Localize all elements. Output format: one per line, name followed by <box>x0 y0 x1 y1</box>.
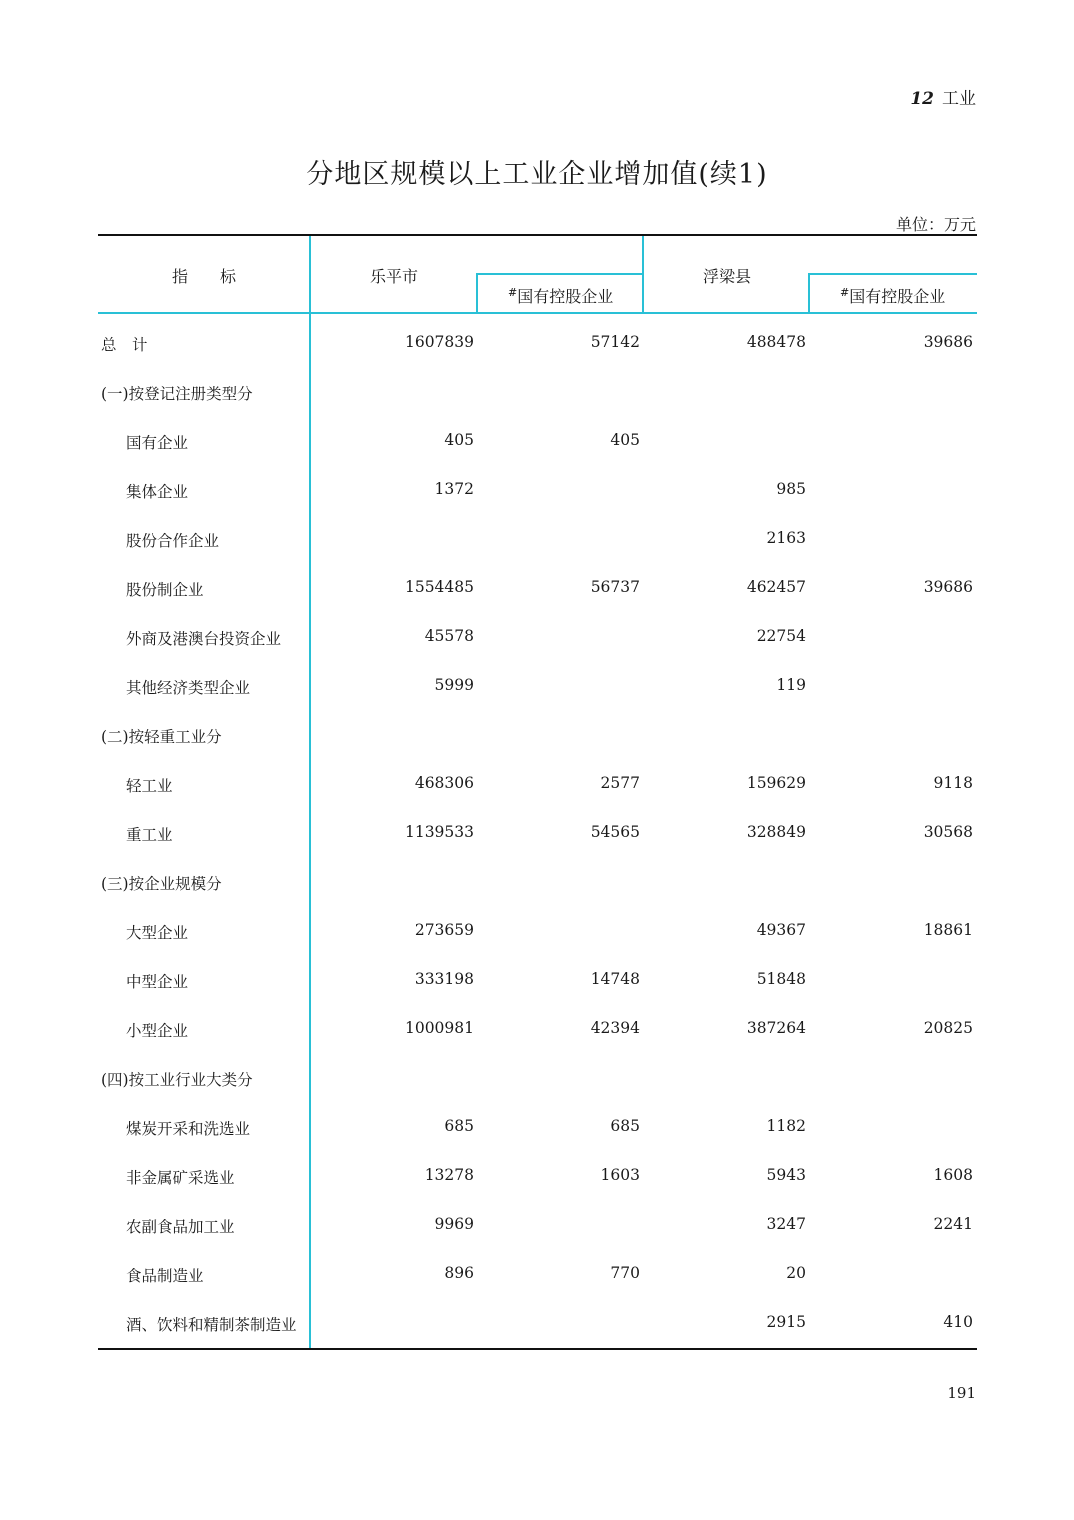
value-cell-1: 685 <box>444 1117 474 1135</box>
table-row <box>98 431 977 461</box>
value-cell-4: 39686 <box>923 578 973 596</box>
value-cell-1: 45578 <box>424 627 474 645</box>
value-cell-1: 333198 <box>414 970 474 988</box>
state-holding-mark: # <box>508 286 518 299</box>
row-label: 食品制造业 <box>126 1267 204 1285</box>
header-col2: 浮梁县 <box>703 267 752 286</box>
chapter-name: 工业 <box>942 89 976 109</box>
value-cell-2: 56737 <box>590 578 640 596</box>
value-cell-4: 30568 <box>923 823 973 841</box>
value-cell-3: 387264 <box>746 1019 806 1037</box>
row-label: 国有企业 <box>126 434 189 452</box>
value-cell-1: 1554485 <box>404 578 474 596</box>
col1-sub-left <box>476 273 478 313</box>
value-cell-2: 57142 <box>590 333 640 351</box>
row-label: 煤炭开采和洗选业 <box>126 1120 251 1138</box>
row-label: 集体企业 <box>126 483 189 501</box>
chapter-number: 12 <box>910 89 934 109</box>
table-row <box>98 1117 977 1147</box>
row-label: 股份合作企业 <box>126 532 220 550</box>
value-cell-4: 1608 <box>933 1166 973 1184</box>
table-row <box>98 1264 977 1294</box>
table-row <box>98 872 977 902</box>
value-cell-1: 405 <box>444 431 474 449</box>
header-indicator: 指 标 <box>172 267 237 286</box>
value-cell-2: 770 <box>610 1264 640 1282</box>
value-cell-2: 405 <box>610 431 640 449</box>
value-cell-4: 39686 <box>923 333 973 351</box>
value-cell-1: 1139533 <box>404 823 474 841</box>
value-cell-1: 468306 <box>414 774 474 792</box>
row-label: (二)按轻重工业分 <box>101 728 222 746</box>
col2-sub-top <box>808 273 977 275</box>
row-label: (四)按工业行业大类分 <box>101 1071 253 1089</box>
table-bottom-rule <box>98 1348 977 1350</box>
table-row <box>98 382 977 412</box>
col2-sub-left <box>808 273 810 313</box>
row-label: 重工业 <box>126 826 173 844</box>
value-cell-4: 9118 <box>933 774 973 792</box>
table-row <box>98 1215 977 1245</box>
value-cell-3: 985 <box>776 480 806 498</box>
page-title: 分地区规模以上工业企业增加值(续1) <box>306 159 768 190</box>
value-cell-2: 685 <box>610 1117 640 1135</box>
value-cell-1: 13278 <box>424 1166 474 1184</box>
table-row <box>98 970 977 1000</box>
value-cell-3: 1182 <box>766 1117 806 1135</box>
value-cell-3: 462457 <box>746 578 806 596</box>
row-label: 其他经济类型企业 <box>126 679 251 697</box>
value-cell-2: 1603 <box>600 1166 640 1184</box>
table-row <box>98 1313 977 1343</box>
value-cell-4: 18861 <box>923 921 973 939</box>
value-cell-1: 896 <box>444 1264 474 1282</box>
value-cell-3: 5943 <box>766 1166 806 1184</box>
row-label: 小型企业 <box>126 1022 189 1040</box>
table-row <box>98 774 977 804</box>
table-row <box>98 1166 977 1196</box>
value-cell-1: 1372 <box>434 480 474 498</box>
table-row <box>98 1019 977 1049</box>
value-cell-2: 14748 <box>590 970 640 988</box>
value-cell-2: 42394 <box>590 1019 640 1037</box>
value-cell-4: 2241 <box>933 1215 973 1233</box>
value-cell-3: 119 <box>776 676 806 694</box>
value-cell-1: 5999 <box>434 676 474 694</box>
value-cell-2: 2577 <box>600 774 640 792</box>
table-row <box>98 823 977 853</box>
table-row <box>98 921 977 951</box>
unit-label: 单位：万元 <box>895 215 976 234</box>
row-label: 股份制企业 <box>126 581 204 599</box>
row-label: 酒、饮料和精制茶制造业 <box>126 1316 297 1334</box>
table-row <box>98 480 977 510</box>
table-row <box>98 627 977 657</box>
header-col2-sub-label: 国有控股企业 <box>849 287 946 306</box>
row-label: (一)按登记注册类型分 <box>101 385 253 403</box>
value-cell-3: 159629 <box>746 774 806 792</box>
row-label: 中型企业 <box>126 973 189 991</box>
header-col1-sub <box>508 284 613 307</box>
chapter-heading <box>910 84 976 109</box>
row-label: (三)按企业规模分 <box>101 875 222 893</box>
value-cell-1: 1607839 <box>404 333 474 351</box>
header-col2-sub <box>840 284 945 307</box>
value-cell-3: 488478 <box>746 333 806 351</box>
header-col1: 乐平市 <box>370 267 419 286</box>
value-cell-3: 3247 <box>766 1215 806 1233</box>
table-row <box>98 578 977 608</box>
row-label: 外商及港澳台投资企业 <box>126 630 282 648</box>
table-row <box>98 676 977 706</box>
value-cell-1: 273659 <box>414 921 474 939</box>
col1-sub-top <box>476 273 643 275</box>
value-cell-3: 51848 <box>756 970 806 988</box>
value-cell-4: 20825 <box>923 1019 973 1037</box>
header-col1-sub-label: 国有控股企业 <box>517 287 614 306</box>
state-holding-mark: # <box>840 286 850 299</box>
value-cell-4: 410 <box>943 1313 973 1331</box>
table-row <box>98 725 977 755</box>
value-cell-2: 54565 <box>590 823 640 841</box>
header-bottom-rule <box>98 312 977 314</box>
page-number: 191 <box>947 1384 976 1402</box>
table-row <box>98 529 977 559</box>
value-cell-3: 20 <box>786 1264 806 1282</box>
value-cell-3: 2915 <box>766 1313 806 1331</box>
value-cell-3: 2163 <box>766 529 806 547</box>
table-top-rule <box>98 234 977 236</box>
row-label: 总 计 <box>101 336 148 354</box>
value-cell-3: 49367 <box>756 921 806 939</box>
row-label: 非金属矿采选业 <box>126 1169 235 1187</box>
row-label: 轻工业 <box>126 777 173 795</box>
row-label: 农副食品加工业 <box>126 1218 235 1236</box>
table-row <box>98 1068 977 1098</box>
table-row <box>98 333 977 363</box>
value-cell-1: 9969 <box>434 1215 474 1233</box>
row-label: 大型企业 <box>126 924 189 942</box>
value-cell-3: 22754 <box>756 627 806 645</box>
value-cell-3: 328849 <box>746 823 806 841</box>
value-cell-1: 1000981 <box>404 1019 474 1037</box>
